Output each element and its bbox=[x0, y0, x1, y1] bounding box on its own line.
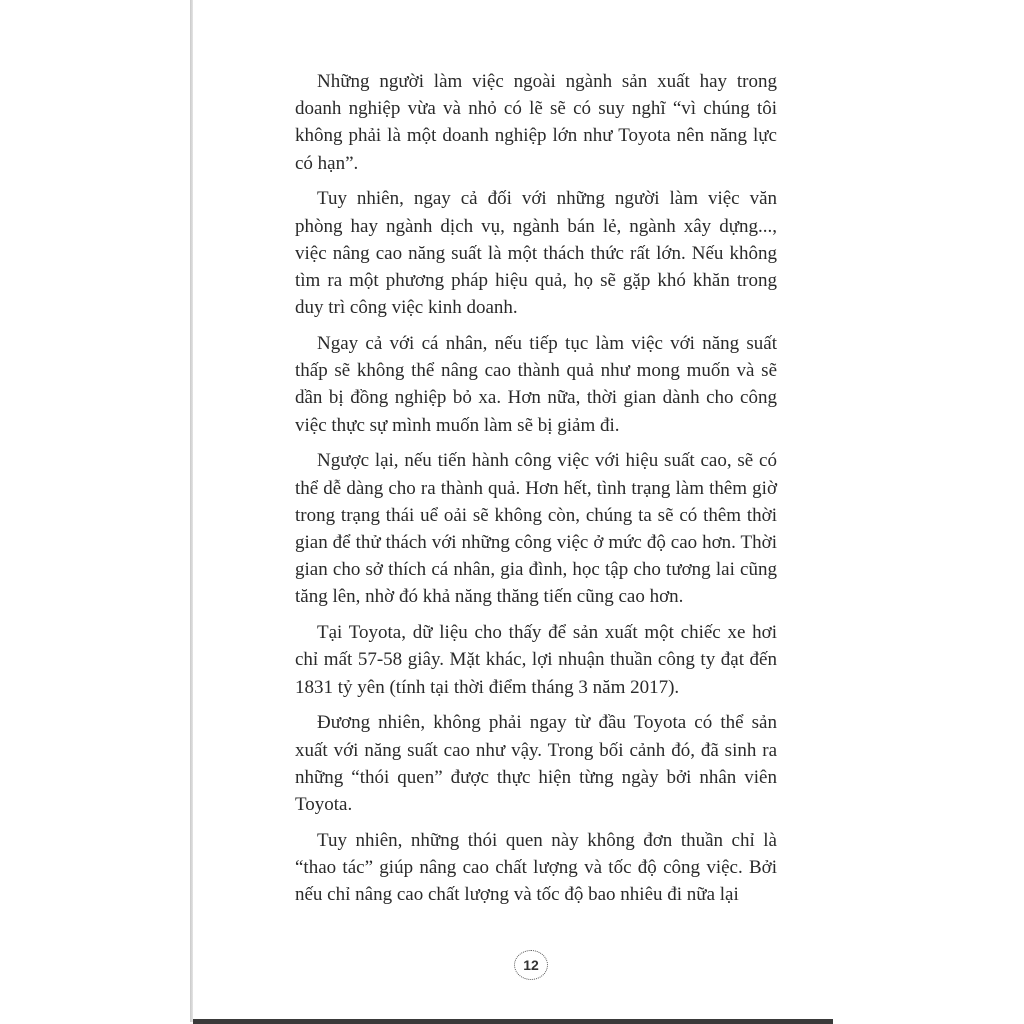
paragraph-6: Đương nhiên, không phải ngay từ đầu Toyota có thể sản xuất với năng suất cao như vậy. Trong bối cảnh đó, đã sinh ra những “thói quen” được thực hiện từng ngày bởi nhân viên Toyota. bbox=[295, 712, 777, 816]
page-bottom-edge bbox=[193, 1019, 833, 1024]
paragraph-3: Ngay cả với cá nhân, nếu tiếp tục làm việc với năng suất thấp sẽ không thể nâng cao thành quả như mong muốn và sẽ dần bị đồng nghiệp bỏ xa. Hơn nữa, thời gian dành cho công việc thực sự mình muốn làm sẽ bị giảm đi. bbox=[295, 333, 777, 436]
paragraph-7: Tuy nhiên, những thói quen này không đơn thuần chỉ là “thao tác” giúp nâng cao chất lượng và tốc độ công việc. Bởi nếu chỉ nâng cao chất lượng và tốc độ bao nhiêu đi nữa lại bbox=[295, 829, 777, 906]
paragraph-4: Ngược lại, nếu tiến hành công việc với hiệu suất cao, sẽ có thể dễ dàng cho ra thành quả. Hơn hết, tình trạng làm thêm giờ trong trạng thái uể oải sẽ không còn, chúng ta sẽ có thêm thời gian để thử thách với những công việc ở mức độ cao hơn. Thời gian cho sở thích cá nhân, gia đình, học tập cho tương lai cũng tăng lên, nhờ đó khả năng thăng tiến cũng cao hơn. bbox=[295, 450, 777, 608]
paragraph-2: Tuy nhiên, ngay cả đối với những người làm việc văn phòng hay ngành dịch vụ, ngành bán lẻ, ngành xây dựng..., việc nâng cao năng suất là một thách thức rất lớn. Nếu không tìm ra một phương pháp hiệu quả, họ sẽ gặp khó khăn trong duy trì công việc kinh doanh. bbox=[295, 188, 777, 319]
paragraph-5: Tại Toyota, dữ liệu cho thấy để sản xuất một chiếc xe hơi chỉ mất 57-58 giây. Mặt khác, lợi nhuận thuần công ty đạt đến 1831 tỷ yên (tính tại thời điểm tháng 3 năm 2017). bbox=[295, 622, 777, 698]
paragraph-1: Những người làm việc ngoài ngành sản xuất hay trong doanh nghiệp vừa và nhỏ có lẽ sẽ có suy nghĩ “vì chúng tôi không phải là một doanh nghiệp lớn như Toyota nên năng lực có hạn”. bbox=[295, 71, 777, 174]
body-text bbox=[295, 68, 777, 917]
page-number: 12 bbox=[514, 950, 548, 980]
